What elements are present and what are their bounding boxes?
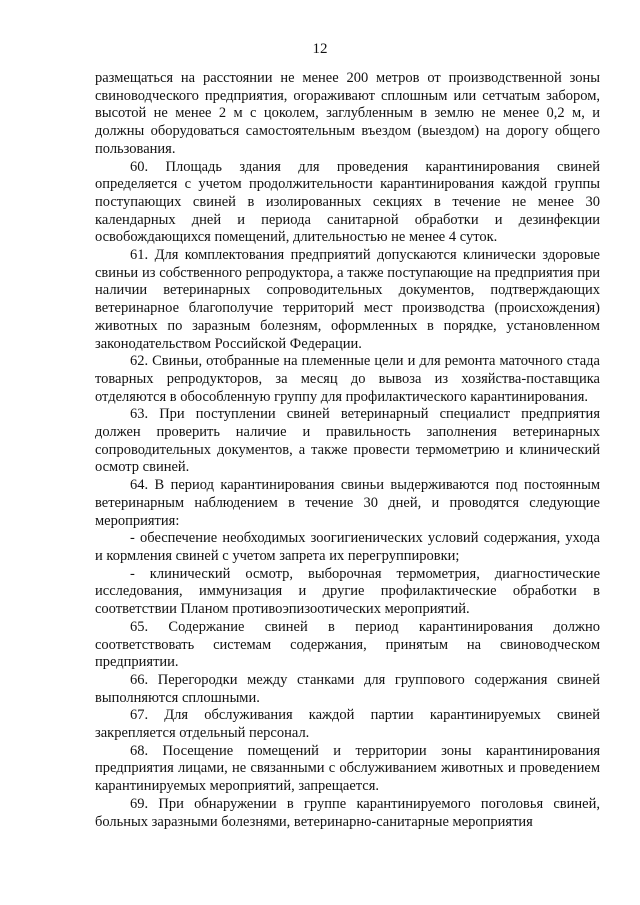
paragraph-continuation: размещаться на расстоянии не менее 200 метров от производственной зоны свиноводческого предприятия, огораживают сплошным или сетчатым забором, высотой не менее 2 м с цоколем, заглубленным в землю не менее 0,2 м, и должны оборудоваться самостоятельным въездом (выездом) на дорогу общего пользования. — [95, 70, 600, 157]
paragraph-62: 62. Свиньи, отобранные на племенные цели и для ремонта маточного стада товарных репродукторов, за месяц до вывоза из хозяйства-поставщика отделяются в обособленную группу для профилактического карантинирования. — [95, 353, 600, 405]
paragraph-68: 68. Посещение помещений и территории зоны карантинирования предприятия лицами, не связанными с обслуживанием животных и проведением карантинируемых мероприятий, запрещается. — [95, 742, 600, 795]
paragraph-65: 65. Содержание свиней в период карантинирования должно соответствовать системам содержания, принятым на свиноводческом предприятии. — [95, 618, 600, 671]
list-item-examination: - клинический осмотр, выборочная термометрия, диагностические исследования, иммунизация и другие профилактические обработки в соответствии Планом противоэпизоотических мероприятий. — [95, 565, 600, 618]
paragraph-67: 67. Для обслуживания каждой партии карантинируемых свиней закрепляется отдельный персонал. — [95, 707, 600, 742]
paragraph-64: 64. В период карантинирования свиньи выдерживаются под постоянным ветеринарным наблюдением в течение 30 дней, и проводятся следующие мероприятия: — [95, 477, 600, 529]
list-item-conditions: - обеспечение необходимых зоогигиенических условий содержания, ухода и кормления свиней с учетом запрета их перегруппировки; — [95, 530, 600, 564]
page-number: 12 — [312, 41, 328, 57]
paragraph-61: 61. Для комплектования предприятий допускаются клинически здоровые свиньи из собственного репродуктора, а также поступающие на предприятия при наличии ветеринарных сопроводительных документов, подтверждающих ветеринарное благополучие территорий мест производства (происхождения) животных по заразным болезням, оформленных в порядке, установленном законодательством Российской Федерации. — [95, 247, 600, 352]
document-body — [95, 70, 600, 831]
paragraph-63: 63. При поступлении свиней ветеринарный специалист предприятия должен проверить наличие и правильность заполнения ветеринарных сопроводительных документов, а также провести термометрию и клинический осмотр свиней. — [95, 406, 600, 476]
paragraph-69: 69. При обнаружении в группе карантинируемого поголовья свиней, больных заразными болезнями, ветеринарно-санитарные мероприятия — [95, 795, 600, 830]
paragraph-66: 66. Перегородки между станками для группового содержания свиней выполняются сплошными. — [95, 671, 600, 706]
paragraph-60: 60. Площадь здания для проведения карантинирования свиней определяется с учетом продолжительности карантинирования каждой группы поступающих свиней в изолированных секциях в течение не менее 30 календарных дней и периода санитарной обработки и дезинфекции освобождающихся помещений, длительностью не менее 4 суток. — [95, 158, 600, 246]
